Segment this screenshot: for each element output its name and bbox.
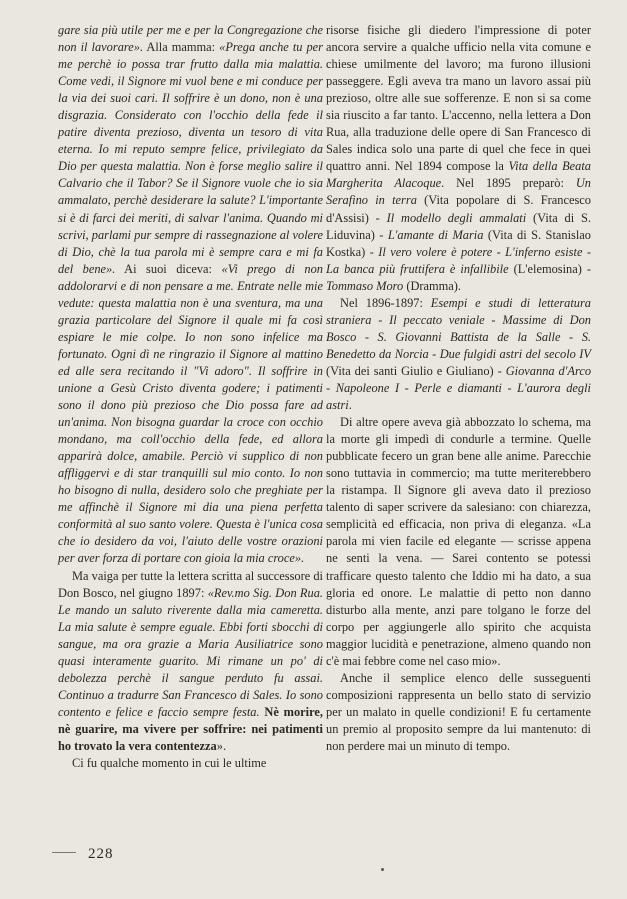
- body-text: Anche il semplice elenco delle susseguenti composizioni rappresenta un bello stato di servizio per un malato in quelle condizioni! E fu certamente un premio al proposito sempre da lui mantenuto: di non perdere mai un minuto di tempo.: [326, 670, 591, 753]
- paragraph: [58, 755, 323, 772]
- quote-text: gare sia più utile per me e per la Congregazione che non il lavorare».: [58, 23, 323, 55]
- body-text: (Dramma).: [403, 278, 462, 293]
- book-title: Il vero volere è potere - L'inferno esiste - La banca più fruttifera è infallibile: [326, 244, 591, 276]
- paragraph: [326, 670, 591, 755]
- book-title: Tommaso Moro: [326, 278, 404, 293]
- body-text: (Vita dei santi Giulio e Giuliano) -: [326, 363, 506, 378]
- book-title: Giovanna d'Arco - Napoleone I - Perle e diamanti - L'aurora degli astri: [326, 363, 592, 413]
- body-text: .: [348, 398, 352, 413]
- paragraph: [58, 568, 323, 756]
- book-title: Un Serafino in terra: [326, 176, 591, 208]
- book-title: Esempi e studi di letteratura straniera - Il peccato veniale - Massime di Don Bosco - S. Giovanni Battista de la Salle - S. Benedetto da Norcia - Due fulgidi astri del secolo IV: [326, 295, 591, 361]
- body-text: . Nel 1895 preparò:: [441, 176, 576, 191]
- quote-text: «Prega anche tu per me perchè io possa trar frutto dalla mia malattia. Come vedi, il Signore mi vuol bene e mi conduce per la via dei suoi cari. Il soffrire è un dono, non è una disgrazia. Considerato con l'occhio della fede il patire diventa prezioso, diventa un tesoro di vita eterna. Io mi reputo sempre felice, privilegiato da Dio per questa malattia. Non è forse meglio salire il Calvario che il Tabor? Se il Signore vuole che io sia ammalato, perchè desiderare la salute? L'importante si è di farci dei meriti, di salvar l'anima. Quando mi scrivi, parlami pur sempre di rassegnazione al volere di Dio, chè la tua parola mi è sempre cara e mi fa del bene».: [58, 40, 324, 276]
- quote-text: «Vi prego di non addolorarvi e di non pensare a me. Entrate nelle mie vedute: questa malattia non è una sventura, ma una grazia particolare del Signore il quale mi fa così espiare le mie colpe. Io non sono infelice ma fortunato. Ogni dì ne ringrazio il Signore al mattino ed alle sera recitando il "Vi adoro". Il soffrire in unione a Gesù Cristo diventa godere; i patimenti sono il dono più prezioso che Dio possa fare ad un'anima. Non bisogna guardar la croce con occhio mondano, ma coll'occhio della fede, ed allora apparirà dolce, amabile. Perciò vi supplico di non affliggervi e di star tranquilli sul mio conto. Io non ho bisogno di nulla, desidero solo che preghiate per me affinchè il Signore mi dia una piena perfetta conformità al suo santo volere. Questa è l'unica cosa che io desidero da voi, l'aiuto delle vostre orazioni per aver forza di portare con gioia la mia croce».: [58, 261, 323, 566]
- paragraph: [326, 295, 591, 414]
- body-text: risorse fisiche gli diedero l'impressione di poter ancora servire a qualche ufficio nella vita comune e chiese umilmente del lavoro; ma furono illusioni passeggere. Egli aveva tra mano un lavoro assai più prezioso, oltre alle sue sofferenze. E non si sa come sia riuscito a far tanto. L'accenno, nella lettera a Don Rua, alla traduzione delle opere di San Francesco di Sales indica solo una parte di quel che fece in quei quattro anni. Nel 1894 compose la: [326, 23, 591, 174]
- right-column: [326, 22, 591, 755]
- body-text: (L'elemosina) -: [508, 261, 591, 276]
- paragraph: [326, 22, 591, 295]
- scan-dot: [381, 868, 384, 871]
- quote-text: «Rev.mo Sig. Don Rua. Le mando un saluto riverente dalla mia cameretta. La mia salute è sempre eguale. Ebbi forti sbocchi di sangue, ma ora grazie a Maria Ausiliatrice sono quasi interamente guarito. Mi rimane un po' di debolezza perchè il sangue perduto fu assai. Continuo a tradurre San Francesco di Sales. Io sono contento e felice e faccio sempre festa.: [58, 585, 323, 719]
- body-text: Ci fu qualche momento in cui le ultime: [72, 756, 267, 771]
- body-text: Ma vaiga per tutte la lettera scritta al successore di Don Bosco, nel giugno 1897:: [58, 568, 323, 600]
- body-text: Ai suoi diceva:: [115, 261, 222, 276]
- paragraph: [58, 22, 323, 568]
- body-text: (Vita di S. Stanislao Kostka) -: [326, 227, 591, 259]
- bold-quote-text: Nè morire, nè guarire, ma vivere per soffrire: nei patimenti ho trovato la vera contentezza: [58, 704, 323, 753]
- body-text: Nel 1896-1897:: [340, 295, 431, 310]
- body-text: Di altre opere aveva già abbozzato lo schema, ma la morte gli impedì di condurle a termine. Quelle pubblicate fecero un gran bene alle anime. Parecchie sono tuttavia in commercio; ma tutte meriterebbero la ristampa. Il Signore gli aveva dato il prezioso talento di saper scrivere da salesiano: con chiarezza, semplicità ed efficacia, non priva di eleganza. «La parola mi vien facile ed elegante — scrisse appena ne senti la vena. — Sarei contento se potessi trafficare questo talento che Iddio mi ha dato, a sua gloria ed onore. Le malattie di petto non danno disturbo alla mente, anzi pare tolgano le forze del corpo per aggiungerle allo spirito che acquista maggior lucidità e penetrazione, almeno quando non c'è mai febbre come nel caso mio».: [326, 415, 591, 668]
- page-number: 228: [88, 846, 114, 862]
- body-text: (Vita di S. Liduvina) -: [326, 210, 591, 242]
- body-text: (Vita popolare di S. Francesco d'Assisi) -: [326, 193, 591, 225]
- scan-mark: [52, 852, 76, 853]
- paragraph: [326, 414, 591, 670]
- left-column: [58, 22, 323, 772]
- book-title: Vita della Beata Margherita Alacoque: [326, 159, 591, 191]
- body-text: ».: [216, 738, 227, 753]
- body-text: Alla mamma:: [143, 40, 220, 55]
- book-title: Il modello degli ammalati: [386, 210, 527, 225]
- book-title: L'amante di Maria: [387, 227, 484, 242]
